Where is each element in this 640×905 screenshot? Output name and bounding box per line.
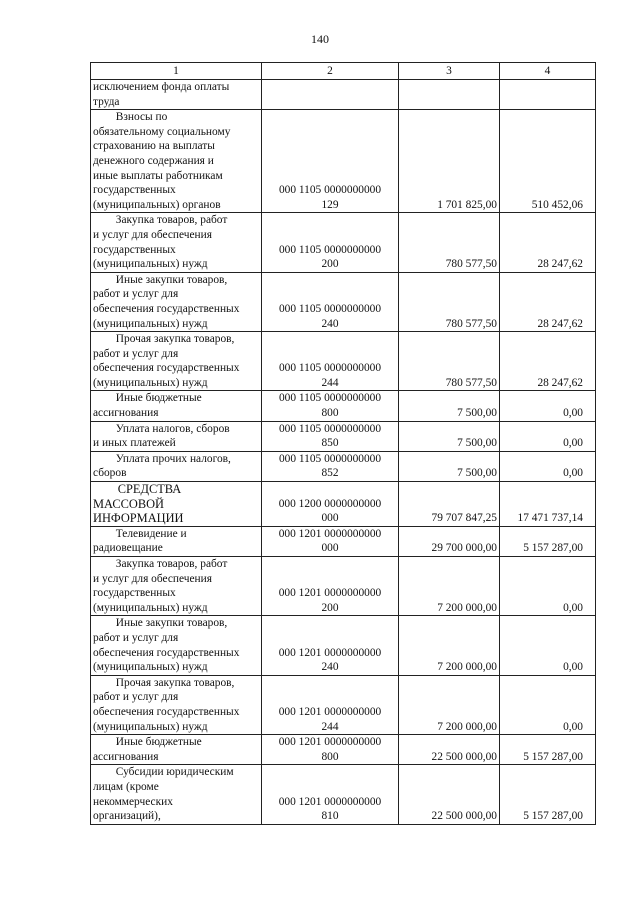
row-item-name-text: Взносы по обязательному социальному страхованию на выплаты денежного содержания и иные выплаты работникам государственных (муниципальных) органов (93, 111, 231, 211)
row-amount-planned: 7 200 000,00 (399, 557, 500, 616)
row-amount-executed: 0,00 (500, 557, 596, 616)
row-item-name-text: Уплата налогов, сборов и иных платежей (93, 422, 230, 450)
row-item-name (91, 332, 262, 391)
row-budget-code: 000 1105 0000000000 244 (262, 332, 399, 391)
page-number: 140 (311, 32, 329, 46)
row-item-name-text: Иные бюджетные ассигнования (93, 392, 202, 420)
row-budget-code: 000 1201 0000000000 810 (262, 765, 399, 824)
row-amount-executed: 5 157 287,00 (500, 526, 596, 556)
row-item-name (91, 110, 262, 213)
row-item-name-text: Иные закупки товаров, работ и услуг для обеспечения государственных (муниципальных) нужд (93, 617, 240, 674)
row-amount-planned: 7 200 000,00 (399, 616, 500, 675)
row-amount-executed: 5 157 287,00 (500, 735, 596, 765)
row-amount-planned: 7 500,00 (399, 421, 500, 451)
table-row (91, 80, 596, 110)
budget-table (90, 62, 596, 825)
row-budget-code: 000 1105 0000000000 850 (262, 421, 399, 451)
row-amount-executed: 5 157 287,00 (500, 765, 596, 824)
table-body (91, 80, 596, 825)
table-row (91, 675, 596, 734)
row-item-name-text: Телевидение и радиовещание (93, 527, 187, 555)
row-amount-planned: 7 500,00 (399, 451, 500, 481)
row-amount-executed: 17 471 737,14 (500, 482, 596, 527)
row-item-name (91, 421, 262, 451)
row-item-name-text: СРЕДСТВА МАССОВОЙ ИНФОРМАЦИИ (93, 482, 184, 526)
table-row (91, 272, 596, 331)
row-item-name-text: Уплата прочих налогов, сборов (93, 452, 231, 480)
table-row (91, 110, 596, 213)
row-amount-planned: 1 701 825,00 (399, 110, 500, 213)
row-item-name (91, 735, 262, 765)
row-item-name (91, 272, 262, 331)
row-amount-executed: 0,00 (500, 391, 596, 421)
row-amount-planned: 79 707 847,25 (399, 482, 500, 527)
row-item-name-text: Иные закупки товаров, работ и услуг для обеспечения государственных (муниципальных) нужд (93, 273, 240, 330)
row-item-name (91, 80, 262, 110)
row-amount-executed: 28 247,62 (500, 213, 596, 272)
row-item-name-text: Прочая закупка товаров, работ и услуг для обеспечения государственных (муниципальных) нужд (93, 676, 240, 733)
row-budget-code: 000 1105 0000000000 852 (262, 451, 399, 481)
row-amount-executed: 28 247,62 (500, 272, 596, 331)
row-item-name (91, 391, 262, 421)
row-item-name-text: Иные бюджетные ассигнования (93, 736, 202, 763)
row-amount-planned: 22 500 000,00 (399, 735, 500, 765)
table-row (91, 482, 596, 527)
row-item-name (91, 557, 262, 616)
row-amount-planned: 780 577,50 (399, 332, 500, 391)
row-budget-code: 000 1201 0000000000 244 (262, 675, 399, 734)
row-amount-planned: 780 577,50 (399, 213, 500, 272)
row-amount-planned: 7 500,00 (399, 391, 500, 421)
row-budget-code: 000 1201 0000000000 200 (262, 557, 399, 616)
row-item-name (91, 616, 262, 675)
table-row (91, 332, 596, 391)
row-budget-code: 000 1105 0000000000 800 (262, 391, 399, 421)
row-item-name-text: Закупка товаров, работ и услуг для обеспечения государственных (муниципальных) нужд (93, 214, 228, 271)
header-col-4: 4 (500, 63, 596, 80)
row-budget-code: 000 1105 0000000000 129 (262, 110, 399, 213)
table-row (91, 557, 596, 616)
table-row (91, 421, 596, 451)
row-amount-planned: 7 200 000,00 (399, 675, 500, 734)
table-row (91, 526, 596, 556)
row-amount-executed: 0,00 (500, 421, 596, 451)
row-budget-code: 000 1201 0000000000 800 (262, 735, 399, 765)
row-amount-executed (500, 80, 596, 110)
header-row (91, 63, 596, 80)
header-col-3: 3 (399, 63, 500, 80)
row-budget-code (262, 80, 399, 110)
row-item-name (91, 482, 262, 527)
row-budget-code: 000 1201 0000000000 240 (262, 616, 399, 675)
table-row (91, 616, 596, 675)
row-amount-executed: 0,00 (500, 616, 596, 675)
row-budget-code: 000 1200 0000000000 000 (262, 482, 399, 527)
table-row (91, 213, 596, 272)
table-row (91, 765, 596, 824)
row-amount-planned: 22 500 000,00 (399, 765, 500, 824)
row-amount-executed: 0,00 (500, 675, 596, 734)
header-col-2: 2 (262, 63, 399, 80)
row-amount-executed: 0,00 (500, 451, 596, 481)
row-budget-code: 000 1201 0000000000 000 (262, 526, 399, 556)
row-item-name-text: Закупка товаров, работ и услуг для обеспечения государственных (муниципальных) нужд (93, 558, 228, 614)
row-item-name-text: Прочая закупка товаров, работ и услуг для обеспечения государственных (муниципальных) нужд (93, 333, 240, 389)
row-item-name (91, 765, 262, 824)
row-item-name (91, 526, 262, 556)
row-amount-planned: 780 577,50 (399, 272, 500, 331)
row-budget-code: 000 1105 0000000000 200 (262, 213, 399, 272)
table-row (91, 391, 596, 421)
row-item-name (91, 213, 262, 272)
row-item-name (91, 675, 262, 734)
row-amount-planned (399, 80, 500, 110)
row-amount-planned: 29 700 000,00 (399, 526, 500, 556)
table-row (91, 735, 596, 765)
row-item-name (91, 451, 262, 481)
row-item-name-text: исключением фонда оплаты труда (93, 81, 230, 108)
header-col-1: 1 (91, 63, 262, 80)
row-amount-executed: 28 247,62 (500, 332, 596, 391)
row-item-name-text: Субсидии юридическим лицам (кроме некоммерческих организаций), (93, 766, 234, 823)
table-row (91, 451, 596, 481)
row-budget-code: 000 1105 0000000000 240 (262, 272, 399, 331)
row-amount-executed: 510 452,06 (500, 110, 596, 213)
